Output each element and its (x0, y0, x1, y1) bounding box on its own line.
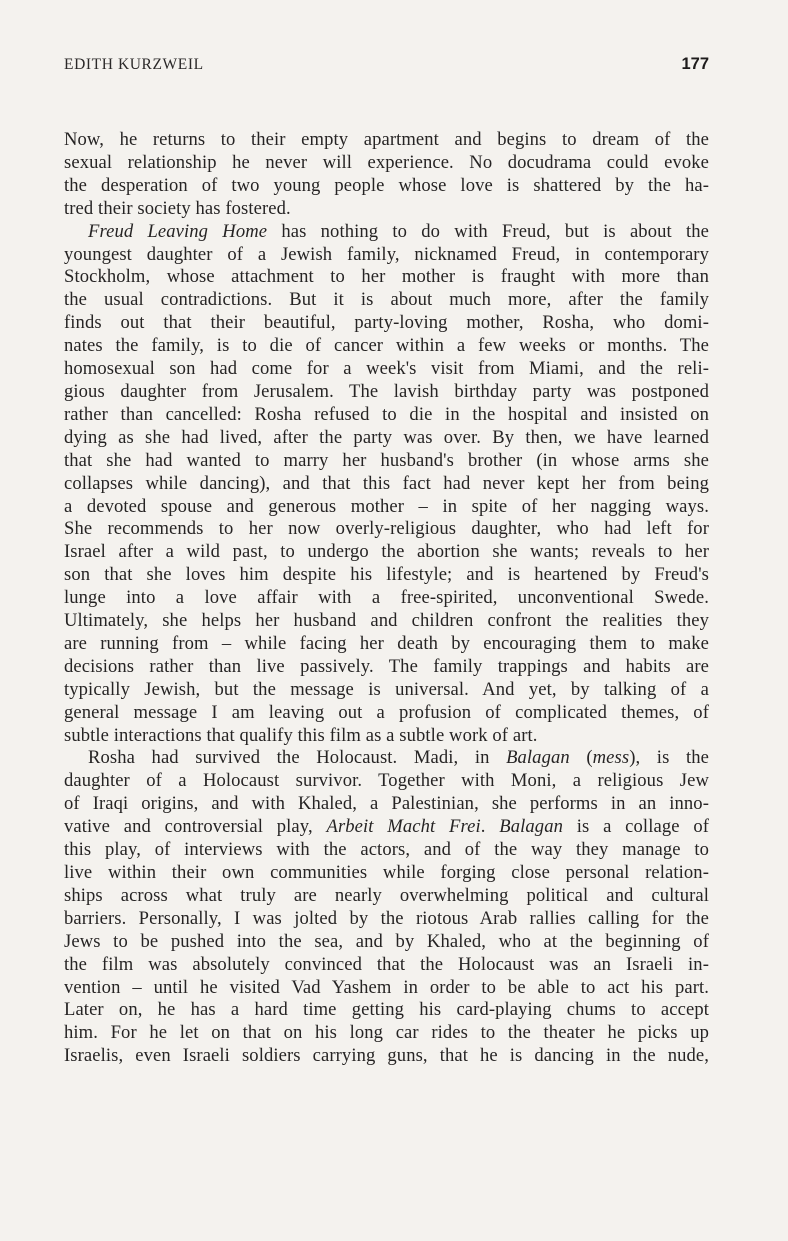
text-line: vative and controversial play, Arbeit Macht Frei. Balagan is a collage of (64, 816, 710, 838)
text-line: Later on, he has a hard time getting his card-playing chums to accept (64, 999, 709, 1021)
text-line: homosexual son had come for a week's visit from Miami, and the reli- (64, 358, 709, 380)
text-line: gious daughter from Jerusalem. The lavish birthday party was postponed (64, 380, 709, 402)
text-line: decisions rather than live passively. The family trappings and habits are (64, 655, 709, 677)
text-line: the desperation of two young people whose love is shattered by the ha- (64, 174, 709, 196)
text-line: the film was absolutely convinced that the Holocaust was an Israeli in- (64, 953, 709, 975)
text-line: Stockholm, whose attachment to her mother is fraught with more than (64, 266, 709, 288)
text-line: live within their own communities while forging close personal relation- (64, 862, 709, 883)
text-line: this play, of interviews with the actors, and of the way they manage to (64, 839, 709, 861)
text-line: daughter of a Holocaust survivor. Together with Moni, a religious Jew (64, 770, 709, 792)
text-line: rather than cancelled: Rosha refused to die in the hospital and insisted on (64, 403, 709, 425)
text-line: nates the family, is to die of cancer within a few weeks or months. The (64, 335, 709, 357)
text-line: Israel after a wild past, to undergo the abortion she wants; reveals to her (64, 541, 709, 563)
text-line: youngest daughter of a Jewish family, nicknamed Freud, in contemporary (64, 243, 709, 265)
text-line: subtle interactions that qualify this film as a subtle work of art. (64, 724, 538, 746)
text-line: Israelis, even Israeli soldiers carrying guns, that he is dancing in the nude, (64, 1045, 709, 1067)
text-line: Freud Leaving Home has nothing to do with Freud, but is about the (88, 220, 709, 242)
text-line: barriers. Personally, I was jolted by the riotous Arab rallies calling for the (64, 907, 709, 929)
text-line: Ultimately, she helps her husband and children confront the realities they (64, 610, 709, 632)
text-line: finds out that their beautiful, party-loving mother, Rosha, who domi- (64, 312, 709, 334)
text-line: dying as she had lived, after the party was over. By then, we have learned (64, 426, 709, 448)
text-line: tred their society has fostered. (64, 197, 291, 219)
running-head (64, 56, 709, 78)
film-title: Balagan (499, 816, 563, 838)
page-number: 177 (681, 55, 709, 73)
text-line: Now, he returns to their empty apartment and begins to dream of the (64, 129, 709, 150)
running-author: EDITH KURZWEIL (64, 56, 204, 73)
film-title: Freud Leaving Home (88, 220, 268, 242)
text-line: Rosha had survived the Holocaust. Madi, in Balagan (mess), is the (88, 747, 709, 769)
text-line: vention – until he visited Vad Yashem in order to be able to act his part. (64, 976, 709, 998)
text-line: him. For he let on that on his long car rides to the theater he picks up (64, 1022, 709, 1044)
paragraph-3 (64, 747, 709, 1068)
text-line: lunge into a love affair with a free-spirited, unconventional Swede. (64, 587, 709, 609)
text-line: typically Jewish, but the message is universal. And yet, by talking of a (64, 678, 709, 700)
text-line: are running from – while facing her death by encouraging them to make (64, 632, 709, 654)
text-line: the usual contradictions. But it is about much more, after the family (64, 289, 709, 311)
text-line: Jews to be pushed into the sea, and by Khaled, who at the beginning of (64, 930, 709, 952)
play-title: Arbeit Macht Frei (326, 816, 481, 838)
paragraph-2 (64, 221, 709, 748)
text-line: that she had wanted to marry her husband's brother (in whose arms she (64, 449, 709, 471)
text-line: son that she loves him despite his lifestyle; and is heartened by Freud's (64, 564, 709, 586)
text-line: ships across what truly are nearly overwhelming political and cultural (64, 884, 709, 906)
text-line: of Iraqi origins, and with Khaled, a Palestinian, she performs in an inno- (64, 793, 709, 815)
text-line: a devoted spouse and generous mother – in spite of her nagging ways. (64, 495, 709, 517)
translation: mess (592, 747, 630, 769)
body-text (64, 129, 709, 1068)
film-title: Balagan (506, 747, 570, 769)
text-line: She recommends to her now overly-religious daughter, who had left for (64, 518, 709, 540)
text-line: general message I am leaving out a profusion of complicated themes, of (64, 701, 709, 723)
text-line: sexual relationship he never will experience. No docudrama could evoke (64, 151, 709, 173)
paragraph-1 (64, 129, 709, 221)
text-line: collapses while dancing), and that this fact had never kept her from being (64, 472, 709, 494)
